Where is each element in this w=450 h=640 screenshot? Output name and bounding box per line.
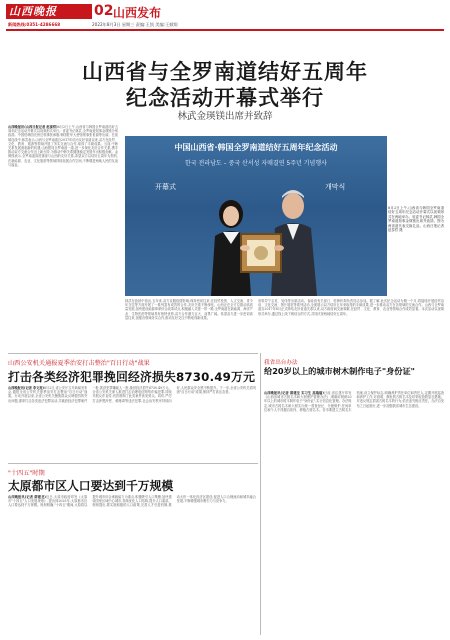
lead-subhead: 林武金瑛镁出席并致辞 bbox=[177, 111, 273, 122]
column-divider bbox=[260, 353, 261, 635]
story2-body-text: 8月2日,省公安厅召开新闻发布会,通报全省公安机关夏季治安打击整治"百日行动"战果。行动开展以来,全省公安机关聚焦群众反映强烈的突出问题,重拳打击各类违法犯罪活动,共破获经济犯罪案件一批,抓获犯罪嫌疑人一批,挽回经济损失8730.49万元。全省公安机关深入推进打击治理电信网络诈骗犯罪,持续开展反诈宣传,有效遏制了此类案件高发势头。同时,严厉打击涉黑涉恶、黄赌毒等违法犯罪,社会治安秩序持续向好,人民群众安全感不断提升。下一步,全省公安机关将巩固"百日行动"成果,保持严打高压态势。 bbox=[8, 386, 256, 403]
story3-body-text: 近日,太原市政府印发《太原市"十四五"人口发展规划》,提出到2025年,太原都市区人口要达到千万规模。规划明确,"十四五"期间,太原将以提升城市综合承载能力为重点,积极吸引人口集聚,加快建设国家区域中心城市,持续优化人口结构,提升人口素质。规划提出,要实施积极的人口政策,完善人才引进机制,推动太忻一体化经济区建设,促进人口合理流动和城乡融合发展,不断增强城市吸引力与竞争力。 bbox=[8, 495, 256, 508]
lead-body-mid: 林武在致辞中指出,五年来,双方克服疫情影响,保持密切往来,在经贸投资、人文交流、青少年交往等方面开展了一系列富有成效的合作,友好关系不断深化。山西正在全方位推动高质量发展,加快建设能源革命综合改革试点,积极融入共建一带一路,全罗南道在新能源、海洋产业、生物医药等领域具有独特优势,双方合作潜力巨大、前景广阔。希望双方进一步密切高层往来,加强各领域务实合作,推动友好交往不断取得新成果。 bbox=[125, 299, 253, 320]
story4-kicker: 我省出台办法 bbox=[264, 360, 298, 366]
dateline: 2022年8月3日 星期三 责编:王凯 美编:王掀翔 bbox=[92, 22, 178, 27]
page-number: 02 bbox=[94, 3, 114, 19]
story3-body bbox=[8, 495, 256, 635]
photo-banner-kr: 한국 전라남도 – 중국 산서성 자매결연 5주년 기념행사 bbox=[185, 160, 327, 167]
lead-body-left bbox=[8, 125, 118, 347]
lead-headline-line1: 山西省与全罗南道结好五周年 bbox=[82, 60, 368, 84]
divider-left bbox=[8, 353, 258, 354]
lead-headline-line2: 纪念活动开幕式举行 bbox=[126, 86, 324, 110]
story2-kicker: 山西公安机关通报夏季治安打击整治"百日行动"战果 bbox=[8, 360, 150, 367]
news-hotline: 新闻热线:0351-4286668 bbox=[8, 22, 61, 27]
photo-caption: 8月2日上午,山西省与韩国全罗南道结好五周年纪念活动开幕式以视频形式在两地举办。省委书记林武,韩国全罗南道知事金瑛镁出席并致辞。图为两省道代表交换礼品。山西日报记者 赵泰哲 摄 bbox=[388, 206, 444, 233]
story2-headline: 打击各类经济犯罪挽回经济损失8730.49万元 bbox=[8, 370, 256, 384]
event-photo bbox=[125, 136, 387, 296]
lead-body-left-text: 8月2日上午,山西省与韩国全罗南道结好五周年纪念活动开幕式以视频形式举行。省委书记林武,全罗南道知事金瑛镁分别致辞。中国驻韩国光州总领事张承刚,韩国驻华大使馆领事张世源等出席。在视频连线中,林武表示,山西与全罗南道自2017年结为友好省道以来,双方在经贸、文化、教育、旅游等领域开展了务实交流与合作,取得了丰硕成果。当前,中韩关系发展面临新的机遇,山西愿同全罗南道一道,进一步深化友好合作关系,携手推动双方交流合作迈上新台阶,为推动中韩关系健康稳定发展作出积极贡献。金瑛镁表示,全罗南道高度重视与山西的友好关系,希望双方以结好五周年为契机,在新能源、农业、文化旅游等领域持续拓展合作空间,不断增进两地人民的友谊与福祉。 bbox=[8, 125, 118, 167]
story3-headline: 太原都市区人口要达到千万规模 bbox=[8, 479, 174, 493]
story4-byline: 山西晚报讯(记者 薛建龙 实习生 高瑞瑞) bbox=[264, 391, 324, 395]
photo-label-left: 开幕式 bbox=[155, 183, 176, 191]
photo-figures bbox=[125, 136, 387, 296]
story3-byline: 山西晚报讯(记者 薛建龙) bbox=[8, 495, 46, 499]
story3-kicker: "十四五"时期 bbox=[8, 470, 45, 477]
story4-body-text: 日前,省住建厅印发《山西省城市古树名木和大树保护管理办法》,明确对树龄20年以上的城市树木制作电子"身份证",实行信息化管理。办法规定,城市古树名木和大树实行统一普查登记、分级保护,任何单位和个人不得擅自砍伐、移植古树名木。各市要建立古树名木档案,设立保护标志,明确养护责任单位和责任人,定期开展巡查和养护工作,对衰弱、濒危的古树名木及时采取抢救复壮措施。对违反规定损害古树名木的行为,依法追究相应责任。办法自发布之日起施行,进一步加强我省城市生态建设。 bbox=[264, 391, 444, 412]
story4-headline: 给20岁以上的城市树木制作电子"身份证" bbox=[264, 366, 415, 376]
story2-byline: 山西晚报讯(记者 李文亮) bbox=[8, 386, 45, 390]
header-divider bbox=[6, 29, 444, 31]
photo-banner-cn: 中国山西省·韩国全罗南道结好五周年纪念活动 bbox=[174, 143, 338, 152]
story2-body bbox=[8, 386, 256, 458]
newspaper-logo: 山西晚报 bbox=[6, 4, 92, 19]
photo-label-right: 개막식 bbox=[325, 183, 346, 191]
story4-body bbox=[264, 391, 444, 635]
divider-left-2 bbox=[8, 463, 258, 464]
section-title: 山西发布 bbox=[113, 6, 162, 20]
lead-byline: 山西晚报讯(山西日报记者 赵泰哲) bbox=[8, 125, 58, 129]
lead-body-right: 省领导宁志英、吴伟等出席活动。省政府有关部门、驻韩机构负责同志参加。据了解,此次纪念活动为期一个月,将陆续开展经贸洽谈、文化交流、图片展览等系列活动,全面展示双方结好五年来取得的丰硕成果,进一步推动双方在各领域的交流合作。山西与全罗南道自2017年8月正式缔结友好省道关系以来,双方政府间交流频繁,在经贸、文化、教育、农业等领域合作成效显著。本次活动以视频形式举办,通过线上线下相结合的方式,共同庆祝两地结好五周年。 bbox=[258, 299, 444, 316]
